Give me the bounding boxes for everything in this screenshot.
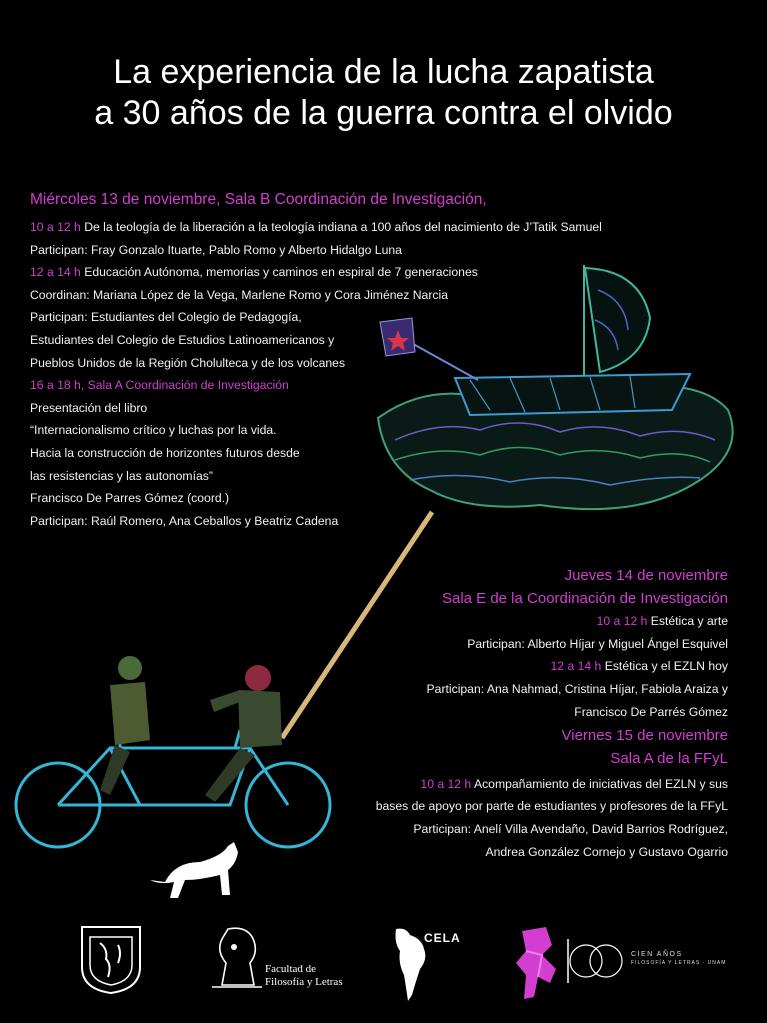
cela-logo-text: CELA bbox=[424, 931, 461, 945]
schedule-text: Pueblos Unidos de la Región Cholulteca y de los volcanes bbox=[30, 355, 346, 370]
day3-header-room: Sala A de la FFyL bbox=[610, 749, 728, 767]
schedule-text: Participan: Alberto Híjar y Miguel Ángel Esquivel bbox=[467, 636, 728, 651]
dog-illustration bbox=[150, 842, 238, 898]
schedule-line bbox=[30, 487, 670, 510]
cien-anos-100-icon bbox=[562, 933, 624, 989]
schedule-line bbox=[248, 795, 728, 818]
day1-section bbox=[30, 190, 670, 532]
schedule-text: De la teología de la liberación a la teología indiana a 100 años del nacimiento de J’Tatik Samuel bbox=[80, 220, 602, 234]
schedule-text: Francisco De Parrés Gómez bbox=[574, 704, 728, 719]
unam-seal-icon bbox=[78, 923, 144, 995]
schedule-text: Hacia la construcción de horizontes futuros desde bbox=[30, 445, 300, 460]
cien-anos-figure-icon bbox=[512, 925, 562, 1001]
schedule-line bbox=[30, 442, 670, 465]
schedule-line bbox=[30, 352, 670, 375]
schedule-line bbox=[248, 773, 728, 796]
schedule-line bbox=[30, 239, 670, 262]
schedule-text: Educación Autónoma, memorias y caminos en espiral de 7 generaciones bbox=[80, 265, 478, 280]
schedule-text: Coordinan: Mariana López de la Vega, Marlene Romo y Cora Jiménez Narcia bbox=[30, 287, 448, 302]
schedule-text: “Internacionalismo crítico y luchas por la vida. bbox=[30, 423, 277, 438]
cien-anos-text bbox=[631, 951, 726, 967]
schedule-text: Presentación del libro bbox=[30, 400, 148, 415]
schedule-text: Estética y el EZLN hoy bbox=[601, 659, 728, 674]
cien-anos-line-1: CIEN AÑOS bbox=[631, 951, 683, 958]
day1-header: Miércoles 13 de noviembre, Sala B Coordinación de Investigación, bbox=[30, 191, 487, 208]
schedule-time: 10 a 12 h bbox=[30, 220, 81, 234]
day3-lines bbox=[248, 773, 728, 864]
logos-bar bbox=[0, 915, 767, 1015]
day2-header-room: Sala E de la Coordinación de Investigación bbox=[441, 590, 728, 607]
schedule-text: bases de apoyo por parte de estudiantes y profesores de la FFyL bbox=[375, 799, 728, 814]
schedule-line bbox=[30, 510, 670, 533]
day2-lines bbox=[248, 610, 728, 724]
schedule-line bbox=[248, 818, 728, 841]
schedule-line bbox=[30, 284, 670, 307]
schedule-time: 12 a 14 h bbox=[550, 659, 602, 674]
schedule-line bbox=[248, 841, 728, 864]
schedule-line bbox=[30, 465, 670, 488]
day1-lines bbox=[30, 216, 670, 532]
schedule-line bbox=[248, 678, 728, 701]
title-line-1: La experiencia de la lucha zapatista bbox=[113, 53, 654, 91]
schedule-time: 16 a 18 h, Sala A Coordinación de Investigación bbox=[30, 378, 289, 393]
schedule-line bbox=[30, 419, 670, 442]
cien-anos-line-2: FILOSOFÍA Y LETRAS · UNAM bbox=[631, 960, 727, 966]
schedule-text: Francisco De Parres Gómez (coord.) bbox=[30, 491, 230, 506]
ffyl-text-line-2: Filosofía y Letras bbox=[265, 976, 343, 988]
schedule-time: 10 a 12 h bbox=[420, 776, 472, 791]
schedule-line bbox=[30, 261, 670, 284]
day2-day3-section bbox=[248, 564, 728, 863]
page-title bbox=[0, 52, 767, 134]
schedule-line bbox=[30, 397, 670, 420]
schedule-text: Participan: Anelí Villa Avendaño, David Barrios Rodríguez, bbox=[413, 821, 728, 836]
day3-header-date: Viernes 15 de noviembre bbox=[561, 726, 728, 744]
schedule-text: Estética y arte bbox=[647, 614, 728, 628]
ffyl-text-line-1: Facultad de bbox=[265, 963, 317, 975]
schedule-line bbox=[248, 655, 728, 678]
schedule-time: 12 a 14 h bbox=[30, 265, 81, 280]
schedule-text: las resistencias y las autonomías” bbox=[30, 468, 213, 483]
schedule-text: Participan: Raúl Romero, Ana Ceballos y Beatriz Cadena bbox=[30, 513, 339, 528]
title-line-2: a 30 años de la guerra contra el olvido bbox=[94, 94, 673, 132]
schedule-line bbox=[30, 216, 670, 239]
ffyl-owl-icon bbox=[208, 923, 266, 995]
schedule-text: Participan: Estudiantes del Colegio de Pedagogía, bbox=[30, 310, 302, 325]
schedule-text: Estudiantes del Colegio de Estudios Latinoamericanos y bbox=[30, 332, 335, 347]
schedule-time: 10 a 12 h bbox=[596, 614, 648, 628]
schedule-text: Andrea González Cornejo y Gustavo Ogarrio bbox=[485, 844, 728, 859]
ffyl-logo-text bbox=[265, 963, 343, 989]
schedule-line bbox=[30, 374, 670, 397]
schedule-line bbox=[248, 701, 728, 724]
day2-header-date: Jueves 14 de noviembre bbox=[564, 567, 728, 584]
schedule-line bbox=[30, 329, 670, 352]
schedule-line bbox=[248, 633, 728, 656]
schedule-text: Participan: Fray Gonzalo Ituarte, Pablo Romo y Alberto Hidalgo Luna bbox=[30, 242, 402, 257]
schedule-line bbox=[248, 610, 728, 633]
schedule-line bbox=[30, 306, 670, 329]
schedule-text: Acompañamiento de iniciativas del EZLN y sus bbox=[471, 776, 728, 791]
schedule-text: Participan: Ana Nahmad, Cristina Híjar, Fabiola Araiza y bbox=[426, 682, 728, 697]
